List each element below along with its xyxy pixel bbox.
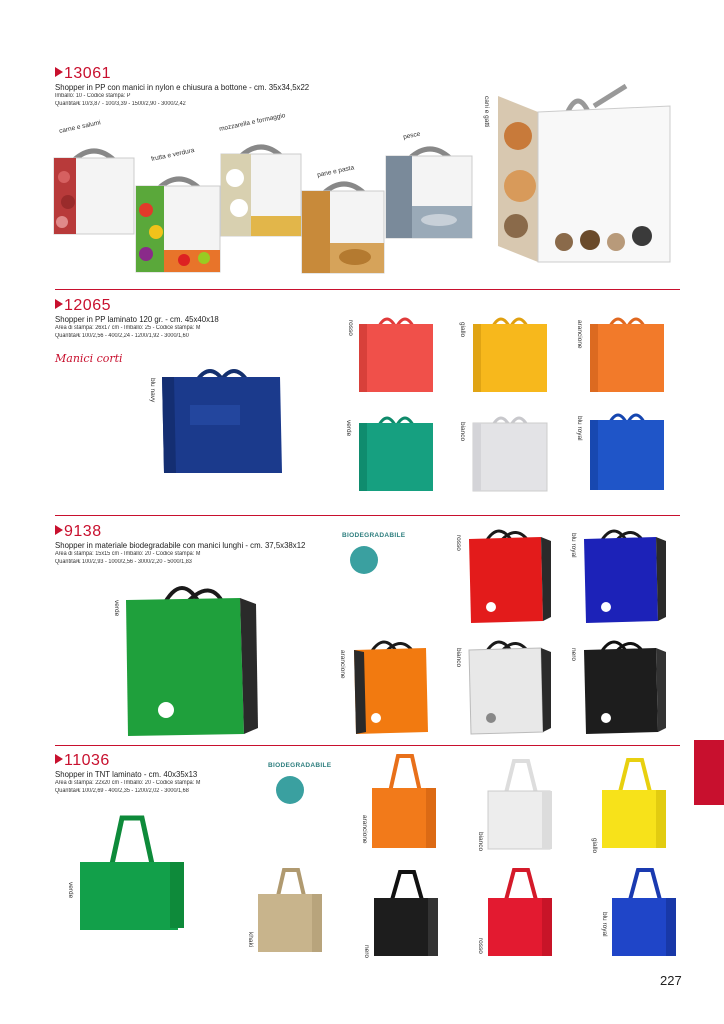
variant-label: rosso	[347, 320, 354, 336]
variant-label: giallo	[591, 838, 598, 854]
product-title: Shopper in TNT laminato - cm. 40x35x13	[55, 769, 198, 779]
variant-label: arancione	[576, 320, 583, 349]
recycle-icon	[350, 546, 378, 574]
bag-blu-royal-tnt	[610, 866, 680, 960]
variant-label: pesce	[402, 130, 421, 141]
product-info: Area di stampa: 22x20 cm - Imballo: 20 - Codice stampa: M	[55, 780, 201, 786]
product-prices: Quantità/€ 100/2,56 - 400/2,24 - 1200/1,92 - 3000/1,60	[55, 333, 189, 339]
variant-label: bianco	[455, 648, 462, 668]
bag-arancione-bio	[350, 636, 438, 736]
product-code: 11036	[55, 753, 213, 769]
manici-note: Manici corti	[55, 352, 123, 365]
product-code: 13061	[55, 66, 331, 82]
bag-frutta-e-verdura	[134, 170, 224, 275]
section-tab-marker	[694, 740, 724, 805]
badge-text: BIODEGRADABILE	[342, 532, 406, 539]
variant-label: frutta e verdura	[150, 146, 196, 163]
bag-rosso	[357, 314, 437, 394]
section-12065-header	[55, 298, 233, 340]
bag-blu-royal-bio	[580, 525, 668, 625]
bag-cani-e-gatti	[494, 76, 674, 266]
arrow-icon	[55, 67, 63, 77]
variant-label: blu royal	[576, 416, 583, 441]
section-11036-header	[55, 753, 213, 795]
bag-verde-large	[122, 578, 260, 738]
variant-label: khaki	[247, 932, 254, 948]
bag-bianco-tnt	[486, 757, 556, 853]
product-code: 9138	[55, 524, 327, 540]
variant-label: blu royal	[570, 533, 577, 558]
product-title: Shopper in PP con manici in nylon e chiusura a bottone - cm. 35x34,5x22	[55, 82, 310, 92]
bag-bianco	[471, 413, 551, 493]
product-info: Area di stampa: 15x15 cm - Imballo: 20 - Codice stampa: M	[55, 551, 201, 557]
variant-label: blu navy	[149, 378, 156, 403]
biodegradabile-badge	[342, 532, 406, 576]
bag-rosso-tnt	[486, 866, 556, 960]
bag-arancione	[588, 314, 668, 394]
section-divider	[55, 745, 680, 746]
variant-label: rosso	[455, 535, 462, 551]
variant-label: arancione	[339, 650, 346, 679]
variant-label: bianco	[459, 422, 466, 442]
bag-rosso-bio	[465, 525, 553, 625]
variant-label: arancione	[361, 815, 368, 844]
biodegradabile-badge	[268, 762, 332, 806]
bag-bianco-bio	[465, 636, 553, 736]
variant-label: giallo	[459, 322, 466, 338]
product-prices: Quantità/€ 10/3,87 - 100/3,39 - 1500/2,90 - 3000/2,42	[55, 101, 186, 107]
bag-pesce	[384, 140, 476, 240]
product-prices: Quantità/€ 100/2,69 - 400/2,35 - 1200/2,02 - 3000/1,68	[55, 788, 189, 794]
bag-arancione-tnt	[370, 752, 440, 852]
variant-label: rosso	[477, 938, 484, 954]
bag-giallo	[471, 314, 551, 394]
variant-label: carne e salumi	[58, 119, 102, 135]
bag-blu-royal	[588, 410, 668, 492]
bag-giallo-tnt	[600, 756, 670, 852]
bag-pane-e-pasta	[300, 175, 388, 275]
variant-label: verde	[113, 600, 120, 617]
section-divider	[55, 289, 680, 290]
recycle-icon	[276, 776, 304, 804]
product-info: Area di stampa: 26x17 cm - Imballo: 25 - Codice stampa: M	[55, 325, 201, 331]
section-divider	[55, 515, 680, 516]
section-13061-header	[55, 66, 331, 108]
variant-label: nero	[570, 648, 577, 662]
bag-khaki	[256, 866, 326, 956]
arrow-icon	[55, 299, 63, 309]
product-prices: Quantità/€ 100/2,93 - 1000/2,56 - 3000/2,20 - 5000/1,83	[55, 559, 192, 565]
page-number: 227	[660, 973, 682, 988]
bag-blu-navy	[160, 365, 285, 475]
variant-label: mozzarella e formaggio	[218, 112, 287, 133]
variant-label: verde	[67, 882, 74, 899]
variant-label: verde	[345, 420, 352, 437]
bag-verde	[357, 413, 437, 493]
product-title: Shopper in PP laminato 120 gr. - cm. 45x40x18	[55, 314, 219, 324]
product-code: 12065	[55, 298, 233, 314]
bag-nero-tnt	[372, 868, 442, 960]
variant-label: nero	[363, 945, 370, 959]
product-info: Imballo: 10 - Codice stampa: P	[55, 93, 131, 99]
variant-label: cani e gatti	[483, 96, 490, 128]
variant-label: bianco	[477, 832, 484, 852]
bag-carne-e-salumi	[52, 142, 137, 237]
arrow-icon	[55, 754, 63, 764]
bag-nero-bio	[580, 636, 668, 736]
section-9138-header	[55, 524, 327, 566]
product-title: Shopper in materiale biodegradabile con manici lunghi - cm. 37,5x38x12	[55, 540, 306, 550]
arrow-icon	[55, 525, 63, 535]
variant-label: blu royal	[601, 912, 608, 937]
bag-verde-tnt	[76, 814, 188, 934]
bag-mozzarella-e-formaggio	[219, 138, 304, 238]
badge-text: BIODEGRADABILE	[268, 762, 332, 769]
variant-label: pane e pasta	[316, 164, 355, 179]
